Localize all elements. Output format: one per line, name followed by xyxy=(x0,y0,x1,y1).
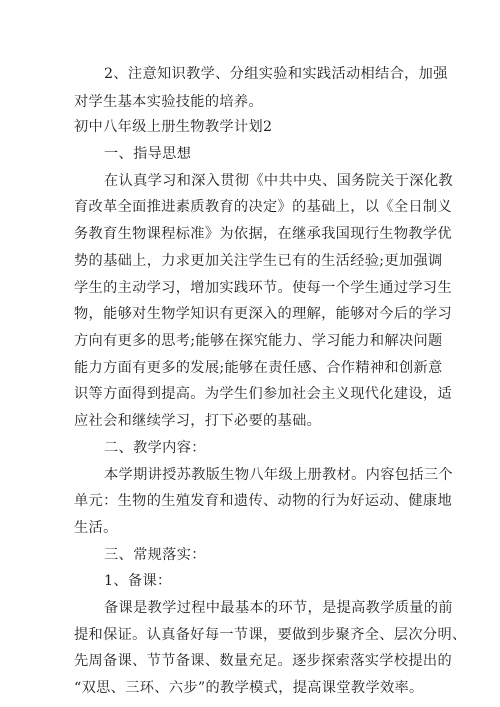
paragraph-line: 备课是教学过程中最基本的环节，是提高教学质量的前 xyxy=(104,600,453,616)
paragraph-line: 学生的主动学习，增加实践环节。使每一个学生通过学习生 xyxy=(74,280,452,296)
paragraph-line: 能力方面有更多的发展;能够在责任感、合作精神和创新意 xyxy=(74,360,443,376)
paragraph-line: “双思、三环、六步”的教学模式，提高课堂教学效率。 xyxy=(74,680,424,696)
paragraph-line: 育改革全面推进素质教育的决定》的基础上，以《全日制义 xyxy=(74,199,452,215)
section-heading: 一、指导思想 xyxy=(104,146,192,162)
paragraph-line: 势的基础上，力求更加关注学生已有的生活经验;更加强调 xyxy=(74,253,443,269)
paragraph-line: 单元：生物的生殖发育和遗传、动物的行为好运动、健康地 xyxy=(74,493,452,509)
paragraph-line: 2、注意知识教学、分组实验和实践活动相结合，加强 xyxy=(104,66,448,82)
section-heading: 二、教学内容： xyxy=(104,440,206,456)
paragraph-line: 方向有更多的思考;能够在探究能力、学习能力和解决问题 xyxy=(74,333,443,349)
section-heading: 三、常规落实： xyxy=(104,547,206,563)
paragraph-line: 识等方面得到提高。为学生们参加社会主义现代化建设，适 xyxy=(74,386,452,402)
paragraph-line: 本学期讲授苏教版生物八年级上册教材。内容包括三个 xyxy=(104,467,453,483)
paragraph-line: 生活。 xyxy=(74,520,118,536)
paragraph-line: 应社会和继续学习，打下必要的基础。 xyxy=(74,413,322,429)
document-title: 初中八年级上册生物教学计划2 xyxy=(74,119,273,135)
paragraph-line: 物，能够对生物学知识有更深入的理解，能够对今后的学习 xyxy=(74,306,452,322)
subsection-heading: 1、备课： xyxy=(104,573,172,589)
paragraph-line: 在认真学习和深入贯彻《中共中央、国务院关于深化教 xyxy=(104,173,453,189)
paragraph-line: 务教育生物课程标准》为依据，在继承我国现行生物教学优 xyxy=(74,226,452,242)
paragraph-line: 提和保证。认真备好每一节课，要做到步聚齐全、层次分明、 xyxy=(74,627,467,643)
paragraph-line: 对学生基本实验技能的培养。 xyxy=(74,94,263,110)
paragraph-line: 先周备课、节节备课、数量充足。逐步探索落实学校提出的 xyxy=(74,653,452,669)
